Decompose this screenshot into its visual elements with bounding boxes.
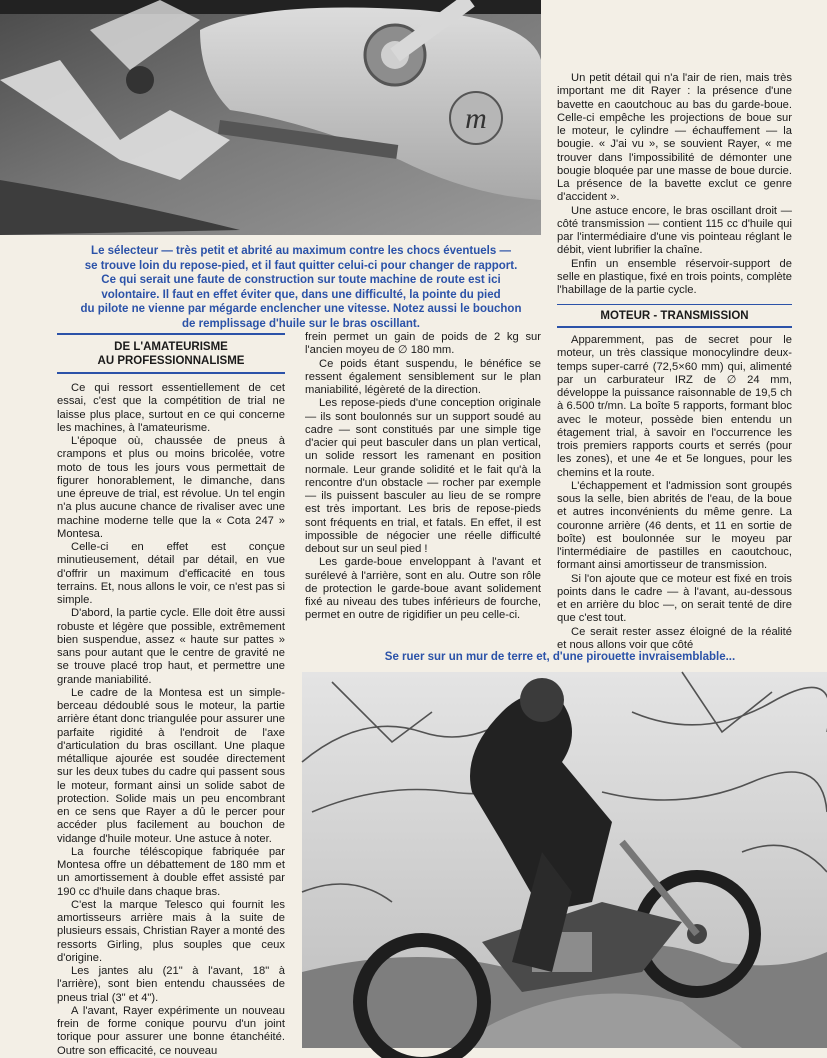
caption-line: se trouve loin du repose-pied, et il faut quitter celui-ci pour changer de rapport. [84,259,518,272]
caption-line: Ce qui serait une faute de construction sur toute machine de route est ici [101,274,501,287]
article-column-3-top [557,72,792,294]
photo-footpeg-closeup [0,0,541,235]
heading-rule-bottom [557,326,792,328]
caption-line: volontaire. Il faut en effet éviter que, dans une difficulté, la pointe du pied [101,288,501,301]
paragraph: frein permet un gain de poids de 2 kg sur l'ancien moyeu de ∅ 180 mm. [305,331,541,357]
caption-line: de remplissage d'huile sur le bras oscillant. [182,317,420,330]
paragraph: Apparemment, pas de secret pour le moteur, un très classique monocylindre deux-temps super-carré (72,5×60 mm) qui, alimenté par un carburateur IRZ de ∅ 24 mm, développe la puissance raisonnable de 19,5 ch à 6.500 tr/mn. La boîte 5 rapports, formant bloc avec le moteur, possède bien entendu un étagement trial, à savoir en l'occurrence les trois premiers rapports courts et serrés (pour les zones), et une 4e et 5e longues, pour les chemins et la route. [557,334,792,479]
photo-caption-bottom: Se ruer sur un mur de terre et, d'une pirouette invraisemblable... [384,651,736,663]
section-heading-amateurisme [57,341,285,368]
paragraph: D'abord, la partie cycle. Elle doit être aussi robuste et légère que possible, extrêmement bien suspendue, assez « haute sur pattes » sans pour autant que le centre de gravité ne se trouve placé trop haut, et permettre une grande maniabilité. [57,607,285,686]
photo-caption-top [56,244,546,332]
caption-line: du pilote ne vienne par mégarde enclencher une vitesse. Notez aussi le bouchon [80,303,522,316]
heading-rule-top [57,333,285,335]
article-column-3-bottom [557,334,792,651]
paragraph: Les repose-pieds d'une conception originale — ils sont boulonnés sur un support soudé au cadre — sont constitués par une simple tige d'acier qui peut basculer dans un plan vertical, un solide ressort les ramenant en position normale. Leur grande solidité et le fait qu'à la rencontre d'un obstacle — rocher par exemple — ils puissent basculer au lieu de se rompre est très important. Les bris de repose-pieds sont fréquents en trial, et fatals. En effet, il est impossible de négocier une réelle difficulté debout sur un seul pied ! [305,397,541,555]
paragraph: Celle-ci en effet est conçue minutieusement, détail par détail, en vue d'offrir un maximum d'efficacité en tous terrains. Et, nous allons le voir, ce n'est pas si simple. [57,541,285,606]
paragraph: Ce qui ressort essentiellement de cet essai, c'est que la compétition de trial ne laisse plus place, surtout en ce qui concerne les machines, à l'amateurisme. [57,382,285,434]
heading-line: DE L'AMATEURISME [114,341,228,353]
paragraph: Ce serait rester assez éloigné de la réalité et nous allons voir que côté [557,625,792,651]
montesa-emblem: m [465,102,487,135]
article-column-2 [305,331,541,641]
paragraph: A l'avant, Rayer expérimente un nouveau frein de forme conique pourvu d'un joint torique pour assurer une bonne étanchéité. Outre son efficacité, ce nouveau [57,1004,285,1057]
section-heading-moteur: MOTEUR - TRANSMISSION [600,310,749,322]
paragraph: Les jantes alu (21" à l'avant, 18" à l'arrière), sont bien entendu chaussées de pneus trial (3" et 4"). [57,965,285,1004]
paragraph: C'est la marque Telesco qui fournit les amortisseurs arrière mais à la suite de plusieurs essais, Christian Rayer a monté des ressorts Girling, plus souples que ceux d'origine. [57,898,285,964]
paragraph: Une astuce encore, le bras oscillant droit — côté transmission — contient 115 cc d'huile qui par l'intermédiaire d'une vis pointeau réglant le débit, vient lubrifier la chaîne. [557,204,792,257]
photo-rider-jump [302,672,827,1048]
paragraph: Les garde-boue enveloppant à l'avant et surélevé à l'arrière, sont en alu. Outre son rôle de protection le garde-boue avant solidement fixé au niveau des tubes inférieurs de fourche, permet en outre de rigidifier un peu celle-ci. [305,556,541,622]
article-column-1 [57,382,285,1057]
paragraph: Ce poids étant suspendu, le bénéfice se ressent également sensiblement sur le plan maniabilité, légèreté de la direction. [305,357,541,396]
caption-line: Le sélecteur — très petit et abrité au maximum contre les chocs éventuels — [91,245,511,257]
paragraph: Si l'on ajoute que ce moteur est fixé en trois points dans le cadre — à l'avant, au-dessous et en arrière du bloc —, on serait tenté de dire que c'est tout. [557,572,792,625]
paragraph: L'échappement et l'admission sont groupés sous la selle, bien abrités de l'eau, de la boue et autres inconvénients du même genre. La couronne arrière (46 dents, et 11 en sortie de boîte) est boulonnée sur le moyeu par l'intermédiaire de pastilles en caoutchouc, formant ainsi amortisseur de transmission. [557,479,792,572]
paragraph: L'époque où, chaussée de pneus à crampons et plus ou moins bricolée, votre moto de tous les jours vous permettait de figurer honorablement, le dimanche, dans une épreuve de trial, est révolue. Un tel engin n'a plus aucune chance de rivaliser avec une machine moderne telle que la « Cota 247 » Montesa. [57,435,285,540]
paragraph: Le cadre de la Montesa est un simple-berceau dédoublé sous le moteur, la partie arrière étant donc triangulée pour assurer une parfaite rigidité à l'endroit de l'axe d'articulation du bras oscillant. Une plaque métallique ajourée est soudée directement sur les deux tubes du cadre qui passent sous le moteur, formant ainsi un solide sabot de protection. Solide mais un peu encombrant en ce sens que Rayer a dû le percer pour accéder plus facilement au bouchon de vidange d'huile moteur. Une astuce à noter. [57,686,285,845]
heading-line: AU PROFESSIONNALISME [97,354,245,367]
paragraph: Enfin un ensemble réservoir-support de selle en plastique, fixé en trois points, complète l'habillage de la partie cycle. [557,257,792,296]
heading-rule-top [557,304,792,305]
paragraph: Un petit détail qui n'a l'air de rien, mais très important me dit Rayer : la présence d'une bavette en caoutchouc au bas du garde-boue. Celle-ci empêche les projections de boue sur le moteur, le cylindre — échauffement — la bougie. « J'ai vu », se souvient Rayer, « me trouver dans l'impossibilité de démonter une bougie bloquée par une masse de boue durcie. La présence de la bavette exclut ce genre d'accident ». [557,72,792,204]
paragraph: La fourche téléscopique fabriquée par Montesa offre un débattement de 180 mm et un amortissement à double effet assisté par 190 cc d'huile dans chaque bras. [57,845,285,898]
heading-rule-bottom [57,372,285,374]
